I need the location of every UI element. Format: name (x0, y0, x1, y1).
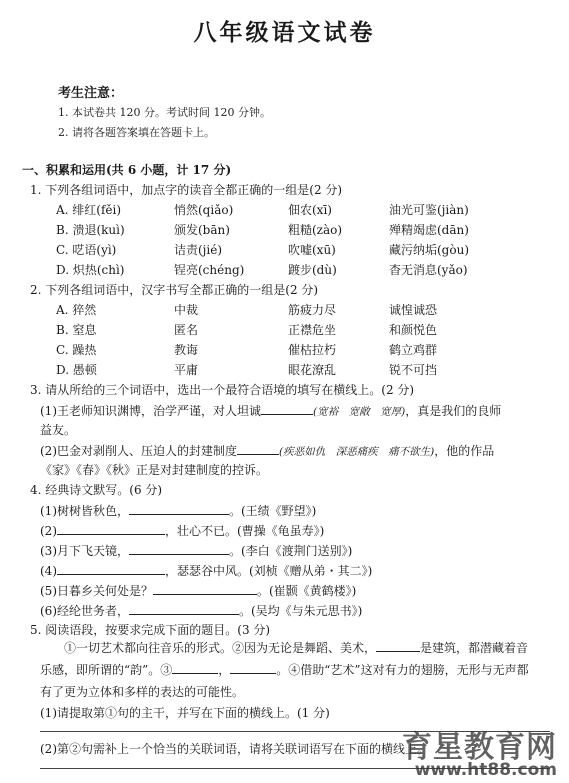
option-cell: 中裁 (174, 303, 199, 317)
exam-title: 八年级语文试卷 (193, 19, 376, 46)
option-cell: 颁发(bān) (174, 223, 230, 237)
option-cell: 教诲 (174, 343, 199, 357)
answer-blank[interactable] (57, 561, 165, 575)
q2-options-row (56, 341, 556, 359)
watermark-url: www.ht88.com (414, 760, 557, 780)
question-3-stem: 3. 请从所给的三个词语中，选出一个最符合语境的填写在横线上。(2 分) (30, 383, 415, 397)
poem-line (40, 601, 362, 619)
notice-heading: 考生注意： (58, 86, 124, 101)
passage-text: 。④借助“艺术”这对有力的翅膀，无形与无声都 (276, 663, 529, 677)
poem-line (40, 501, 316, 519)
option-cell: C. 躁热 (56, 343, 97, 357)
answer-blank[interactable] (261, 401, 313, 415)
q3-choices: (疾恶如仇 深恶痛疾 痛不欲生) (279, 446, 435, 458)
poem-text: (6)经纶世务者， (40, 604, 129, 618)
option-cell: 平庸 (174, 363, 199, 377)
option-cell: 和颜悦色 (389, 323, 438, 337)
q2-options-row (56, 321, 556, 339)
q2-options-row (56, 361, 556, 379)
q1-options-row (56, 261, 556, 279)
site-watermark (363, 722, 563, 780)
poem-text: (1)树树皆秋色， (40, 504, 129, 518)
poem-text: 。(李白《渡荆门送别》) (229, 544, 353, 558)
answer-blank[interactable] (129, 501, 229, 515)
q5-sub-1: (1)请提取第①句的主干，并写在下面的横线上。(1 分) (40, 706, 330, 720)
poem-line (40, 521, 324, 539)
poem-text: 。(吴均《与朱元思书》) (239, 604, 363, 618)
option-cell: 踱步(dù) (288, 263, 337, 277)
q3-choices: (宽裕 宽敞 宽厚) (313, 406, 406, 418)
poem-text: 。(王绩《野望》) (229, 504, 317, 518)
section-heading: 一、积累和运用(共 6 小题，计 17 分) (22, 163, 232, 177)
option-cell: 杳无消息(yǎo) (389, 263, 468, 277)
q1-options-row (56, 241, 556, 259)
poem-text: (2) (40, 524, 57, 538)
poem-text: (4) (40, 564, 57, 578)
option-cell: 吹嘘(xū) (288, 243, 336, 257)
q3-part-2 (40, 441, 494, 459)
passage-text: ①一切艺术都向往音乐的形式。②因为无论是舞蹈、美术， (64, 641, 377, 655)
notice-item: 1. 本试卷共 120 分。考试时间 120 分钟。 (58, 106, 271, 119)
poem-text: (3)月下飞天镜， (40, 544, 129, 558)
answer-blank[interactable] (153, 581, 257, 595)
answer-blank[interactable] (376, 638, 420, 652)
passage-text: 是建筑，都潜藏着音 (420, 641, 529, 655)
option-cell: 锐不可挡 (389, 363, 438, 377)
option-cell: 粗糙(zào) (288, 223, 343, 237)
poem-text: ，瑟瑟谷中风。(刘桢《赠从弟・其二》) (165, 564, 373, 578)
answer-blank[interactable] (237, 441, 279, 455)
answer-blank[interactable] (172, 660, 218, 674)
option-cell: 佃农(xī) (288, 203, 332, 217)
answer-blank[interactable] (230, 660, 276, 674)
poem-line (40, 541, 352, 559)
option-cell: 殚精竭虑(dān) (389, 223, 469, 237)
poem-text: 。(崔颢《黄鹤楼》) (257, 584, 357, 598)
option-cell: 筋疲力尽 (288, 303, 337, 317)
option-cell: D. 炽热(chì) (56, 263, 125, 277)
poem-line (40, 561, 372, 579)
option-cell: A. 绯红(fěi) (56, 203, 122, 217)
answer-blank[interactable] (57, 521, 165, 535)
option-cell: 悄然(qiǎo) (174, 203, 234, 217)
poem-line (40, 581, 356, 599)
q3-text: (1)王老师知识渊博，治学严谨，对人坦诚 (40, 404, 261, 418)
reading-passage (40, 637, 555, 703)
q1-options-row (56, 221, 556, 239)
option-cell: 藏污纳垢(gòu) (389, 243, 469, 257)
question-4-stem: 4. 经典诗文默写。(6 分) (30, 483, 163, 497)
q2-options-row (56, 301, 556, 319)
question-5-stem: 5. 阅读语段，按要求完成下面的题目。(3 分) (30, 623, 271, 637)
q3-text: (2)巴金对剥削人、压迫人的封建制度 (40, 444, 237, 458)
question-2-stem: 2. 下列各组词语中，汉字书写全都正确的一组是(2 分) (30, 283, 319, 297)
option-cell: A. 猝然 (56, 303, 97, 317)
q5-sub-2: (2)第②句需补上一个恰当的关联词语，请将关联词语写在下面的横线上。 (40, 742, 430, 756)
q3-part-2-cont: 《家》《春》《秋》正是对封建制度的控诉。 (40, 463, 269, 477)
q3-part-1-cont: 益友。 (40, 423, 77, 437)
option-cell: 匿名 (174, 323, 199, 337)
option-cell: 锃亮(chéng) (174, 263, 245, 277)
option-cell: 油光可鉴(jiàn) (389, 203, 469, 217)
q3-part-1 (40, 401, 501, 419)
answer-blank[interactable] (129, 601, 239, 615)
notice-item: 2. 请将各题答案填在答题卡上。 (58, 126, 215, 139)
poem-text: ，壮心不已。(曹操《龟虽寿》) (165, 524, 325, 538)
option-cell: 诚惶诚恐 (389, 303, 438, 317)
option-cell: 诘责(jié) (174, 243, 223, 257)
q1-options-row (56, 201, 556, 219)
question-1-stem: 1. 下列各组词语中，加点字的读音全都正确的一组是(2 分) (30, 183, 343, 197)
option-cell: B. 窒息 (56, 323, 97, 337)
option-cell: 催枯拉朽 (288, 343, 337, 357)
option-cell: C. 呓语(yì) (56, 243, 117, 257)
passage-text: 有了更为立体和多样的表达的可能性。 (40, 685, 245, 699)
option-cell: 鹤立鸡群 (389, 343, 438, 357)
q3-text: ，真是我们的良师 (405, 404, 502, 418)
option-cell: 正襟危坐 (288, 323, 337, 337)
passage-text: 乐感，即所谓的“韵”。③ (40, 663, 173, 677)
watermark-brand: 育星教育网 (402, 730, 557, 765)
poem-text: (5)日暮乡关何处是？ (40, 584, 153, 598)
q3-text: ，他的作品 (434, 444, 495, 458)
option-cell: D. 愚顿 (56, 363, 97, 377)
option-cell: 眼花潦乱 (288, 363, 337, 377)
answer-blank[interactable] (129, 541, 229, 555)
passage-text: ， (218, 663, 231, 677)
option-cell: B. 溃退(kuì) (56, 223, 125, 237)
